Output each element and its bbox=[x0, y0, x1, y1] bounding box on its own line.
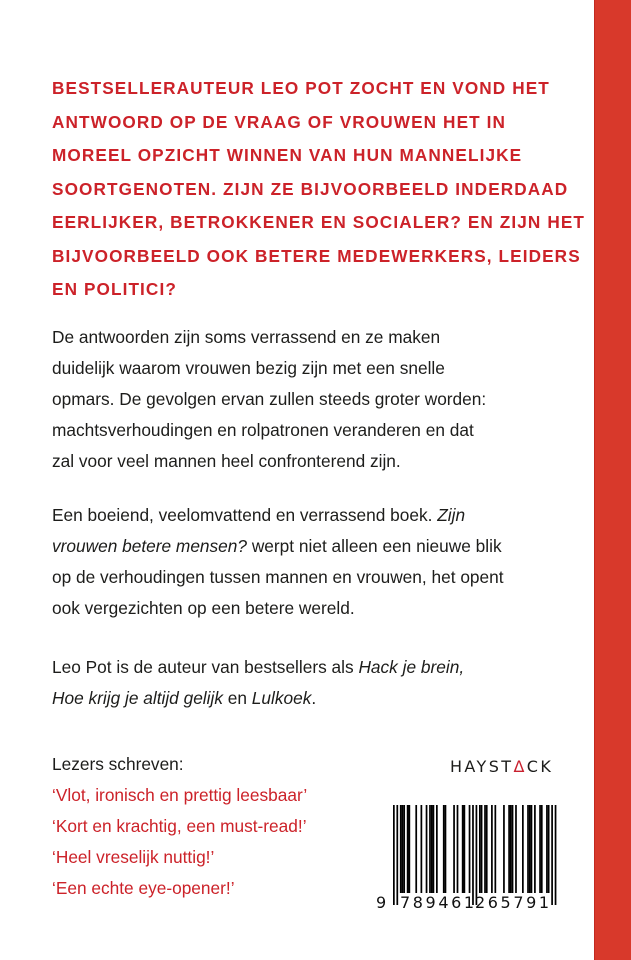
barcode-bar bbox=[469, 805, 471, 893]
barcode-bar bbox=[403, 805, 405, 893]
period: . bbox=[311, 688, 317, 708]
barcode-bar bbox=[445, 805, 447, 893]
barcode-guard-bar bbox=[396, 805, 398, 905]
reader-quote: ‘Een echte eye-opener!’ bbox=[52, 878, 235, 898]
isbn-group-1: 789461 bbox=[400, 893, 477, 912]
reader-quote: ‘Kort en krachtig, een must-read!’ bbox=[52, 816, 307, 836]
barcode-bar bbox=[503, 805, 505, 893]
barcode-bar bbox=[541, 805, 543, 893]
barcode-bar bbox=[510, 805, 512, 893]
intro-blurb bbox=[52, 72, 592, 307]
paragraph-line bbox=[52, 652, 572, 683]
paragraph-review bbox=[52, 500, 572, 624]
barcode-bar bbox=[415, 805, 417, 893]
barcode-bar bbox=[529, 805, 531, 893]
paragraph-line: duidelijk waarom vrouwen bezig zijn met een snelle bbox=[52, 358, 445, 378]
book-title-hoe-krijg-je-altijd-gelijk: Hoe krijg je altijd gelijk bbox=[52, 688, 223, 708]
barcode-guard-bar bbox=[555, 805, 557, 905]
barcode-bar bbox=[464, 805, 466, 893]
paragraph-line: op de verhoudingen tussen mannen en vrouwen, het opent bbox=[52, 567, 504, 587]
reader-quotes bbox=[52, 749, 307, 904]
barcode-bar bbox=[481, 805, 483, 893]
barcode-bar bbox=[484, 805, 486, 893]
barcode-bar bbox=[548, 805, 550, 893]
barcode-bar bbox=[431, 805, 433, 893]
logo-text: HAYST bbox=[450, 757, 514, 776]
spine-stripe bbox=[594, 0, 631, 960]
book-title-lulkoek: Lulkoek bbox=[251, 688, 312, 708]
paragraph-line: opmars. De gevolgen ervan zullen steeds groter worden: bbox=[52, 389, 487, 409]
barcode-bar bbox=[462, 805, 464, 893]
barcode-bar bbox=[522, 805, 524, 893]
comma: , bbox=[459, 657, 465, 677]
intro-line: EN POLITICI? bbox=[52, 279, 177, 299]
book-title-italic: vrouwen betere mensen? bbox=[52, 536, 248, 556]
isbn-group-2: 265791 bbox=[475, 893, 552, 912]
reader-quote: ‘Vlot, ironisch en prettig leesbaar’ bbox=[52, 785, 308, 805]
barcode-bar bbox=[515, 805, 517, 893]
publisher-logo bbox=[450, 757, 553, 776]
barcode-bar bbox=[546, 805, 548, 893]
text-run: en bbox=[222, 688, 252, 708]
barcode-bar bbox=[400, 805, 402, 893]
barcode-bar bbox=[479, 805, 481, 893]
barcode-bar bbox=[494, 805, 496, 893]
barcode-bar bbox=[453, 805, 455, 893]
barcode-bar bbox=[539, 805, 541, 893]
barcode-bar bbox=[421, 805, 423, 893]
logo-text: CK bbox=[526, 757, 554, 776]
barcode-bar bbox=[426, 805, 428, 893]
paragraph-answers bbox=[52, 322, 572, 477]
barcode-bar bbox=[402, 805, 404, 893]
reader-quotes-label: Lezers schreven: bbox=[52, 754, 184, 774]
barcode-guard-bar bbox=[476, 805, 478, 905]
barcode-guard-bar bbox=[551, 805, 553, 905]
barcode-bar bbox=[531, 805, 533, 893]
barcode-bar bbox=[433, 805, 435, 893]
barcode-bar bbox=[429, 805, 431, 893]
paragraph-line bbox=[52, 500, 572, 531]
barcode-bar bbox=[512, 805, 514, 893]
barcode-bar bbox=[527, 805, 529, 893]
barcode-guard-bar bbox=[393, 805, 395, 905]
barcode-bar bbox=[408, 805, 410, 893]
barcode-bar bbox=[508, 805, 510, 893]
intro-line: BIJVOORBEELD OOK BETERE MEDEWERKERS, LEIDERS bbox=[52, 245, 581, 266]
text-run: Leo Pot is de auteur van bestsellers als bbox=[52, 657, 359, 677]
paragraph-line: zal voor veel mannen heel confronterend zijn. bbox=[52, 451, 401, 471]
intro-line: EERLIJKER, BETROKKENER EN SOCIALER? EN ZIJN HET bbox=[52, 212, 585, 232]
intro-line: BESTSELLERAUTEUR LEO POT ZOCHT EN VOND HET bbox=[52, 78, 550, 98]
reader-quote: ‘Heel vreselijk nuttig!’ bbox=[52, 847, 215, 867]
barcode-bar bbox=[457, 805, 459, 893]
barcode-bar bbox=[491, 805, 493, 893]
paragraph-line: De antwoorden zijn soms verrassend en ze maken bbox=[52, 327, 441, 347]
paragraph-author bbox=[52, 652, 572, 714]
book-title-italic: Zijn bbox=[437, 505, 466, 525]
barcode-bar bbox=[534, 805, 536, 893]
intro-line: MOREEL OPZICHT WINNEN VAN HUN MANNELIJKE bbox=[52, 145, 523, 165]
intro-line: SOORTGENOTEN. ZIJN ZE BIJVOORBEELD INDERDAAD bbox=[52, 178, 569, 199]
text-run: Een boeiend, veelomvattend en verrassend boek. bbox=[52, 505, 438, 525]
barcode-bar bbox=[486, 805, 488, 893]
logo-triangle-a: Δ bbox=[513, 757, 527, 776]
paragraph-line: ook vergezichten op een betere wereld. bbox=[52, 598, 355, 618]
paragraph-line: machtsverhoudingen en rolpatronen veranderen en dat bbox=[52, 420, 474, 440]
barcode-bar bbox=[407, 805, 409, 893]
intro-line: ANTWOORD OP DE VRAAG OF VROUWEN HET IN bbox=[52, 111, 506, 132]
barcode-guard-bar bbox=[472, 805, 474, 905]
paragraph-line bbox=[52, 683, 572, 714]
isbn-first-digit: 9 bbox=[376, 893, 389, 912]
text-run: werpt niet alleen een nieuwe blik bbox=[247, 536, 502, 556]
barcode-bar bbox=[436, 805, 438, 893]
barcode-bar bbox=[443, 805, 445, 893]
book-title-hack-je-brein: Hack je brein bbox=[358, 657, 460, 677]
paragraph-line bbox=[52, 531, 572, 562]
